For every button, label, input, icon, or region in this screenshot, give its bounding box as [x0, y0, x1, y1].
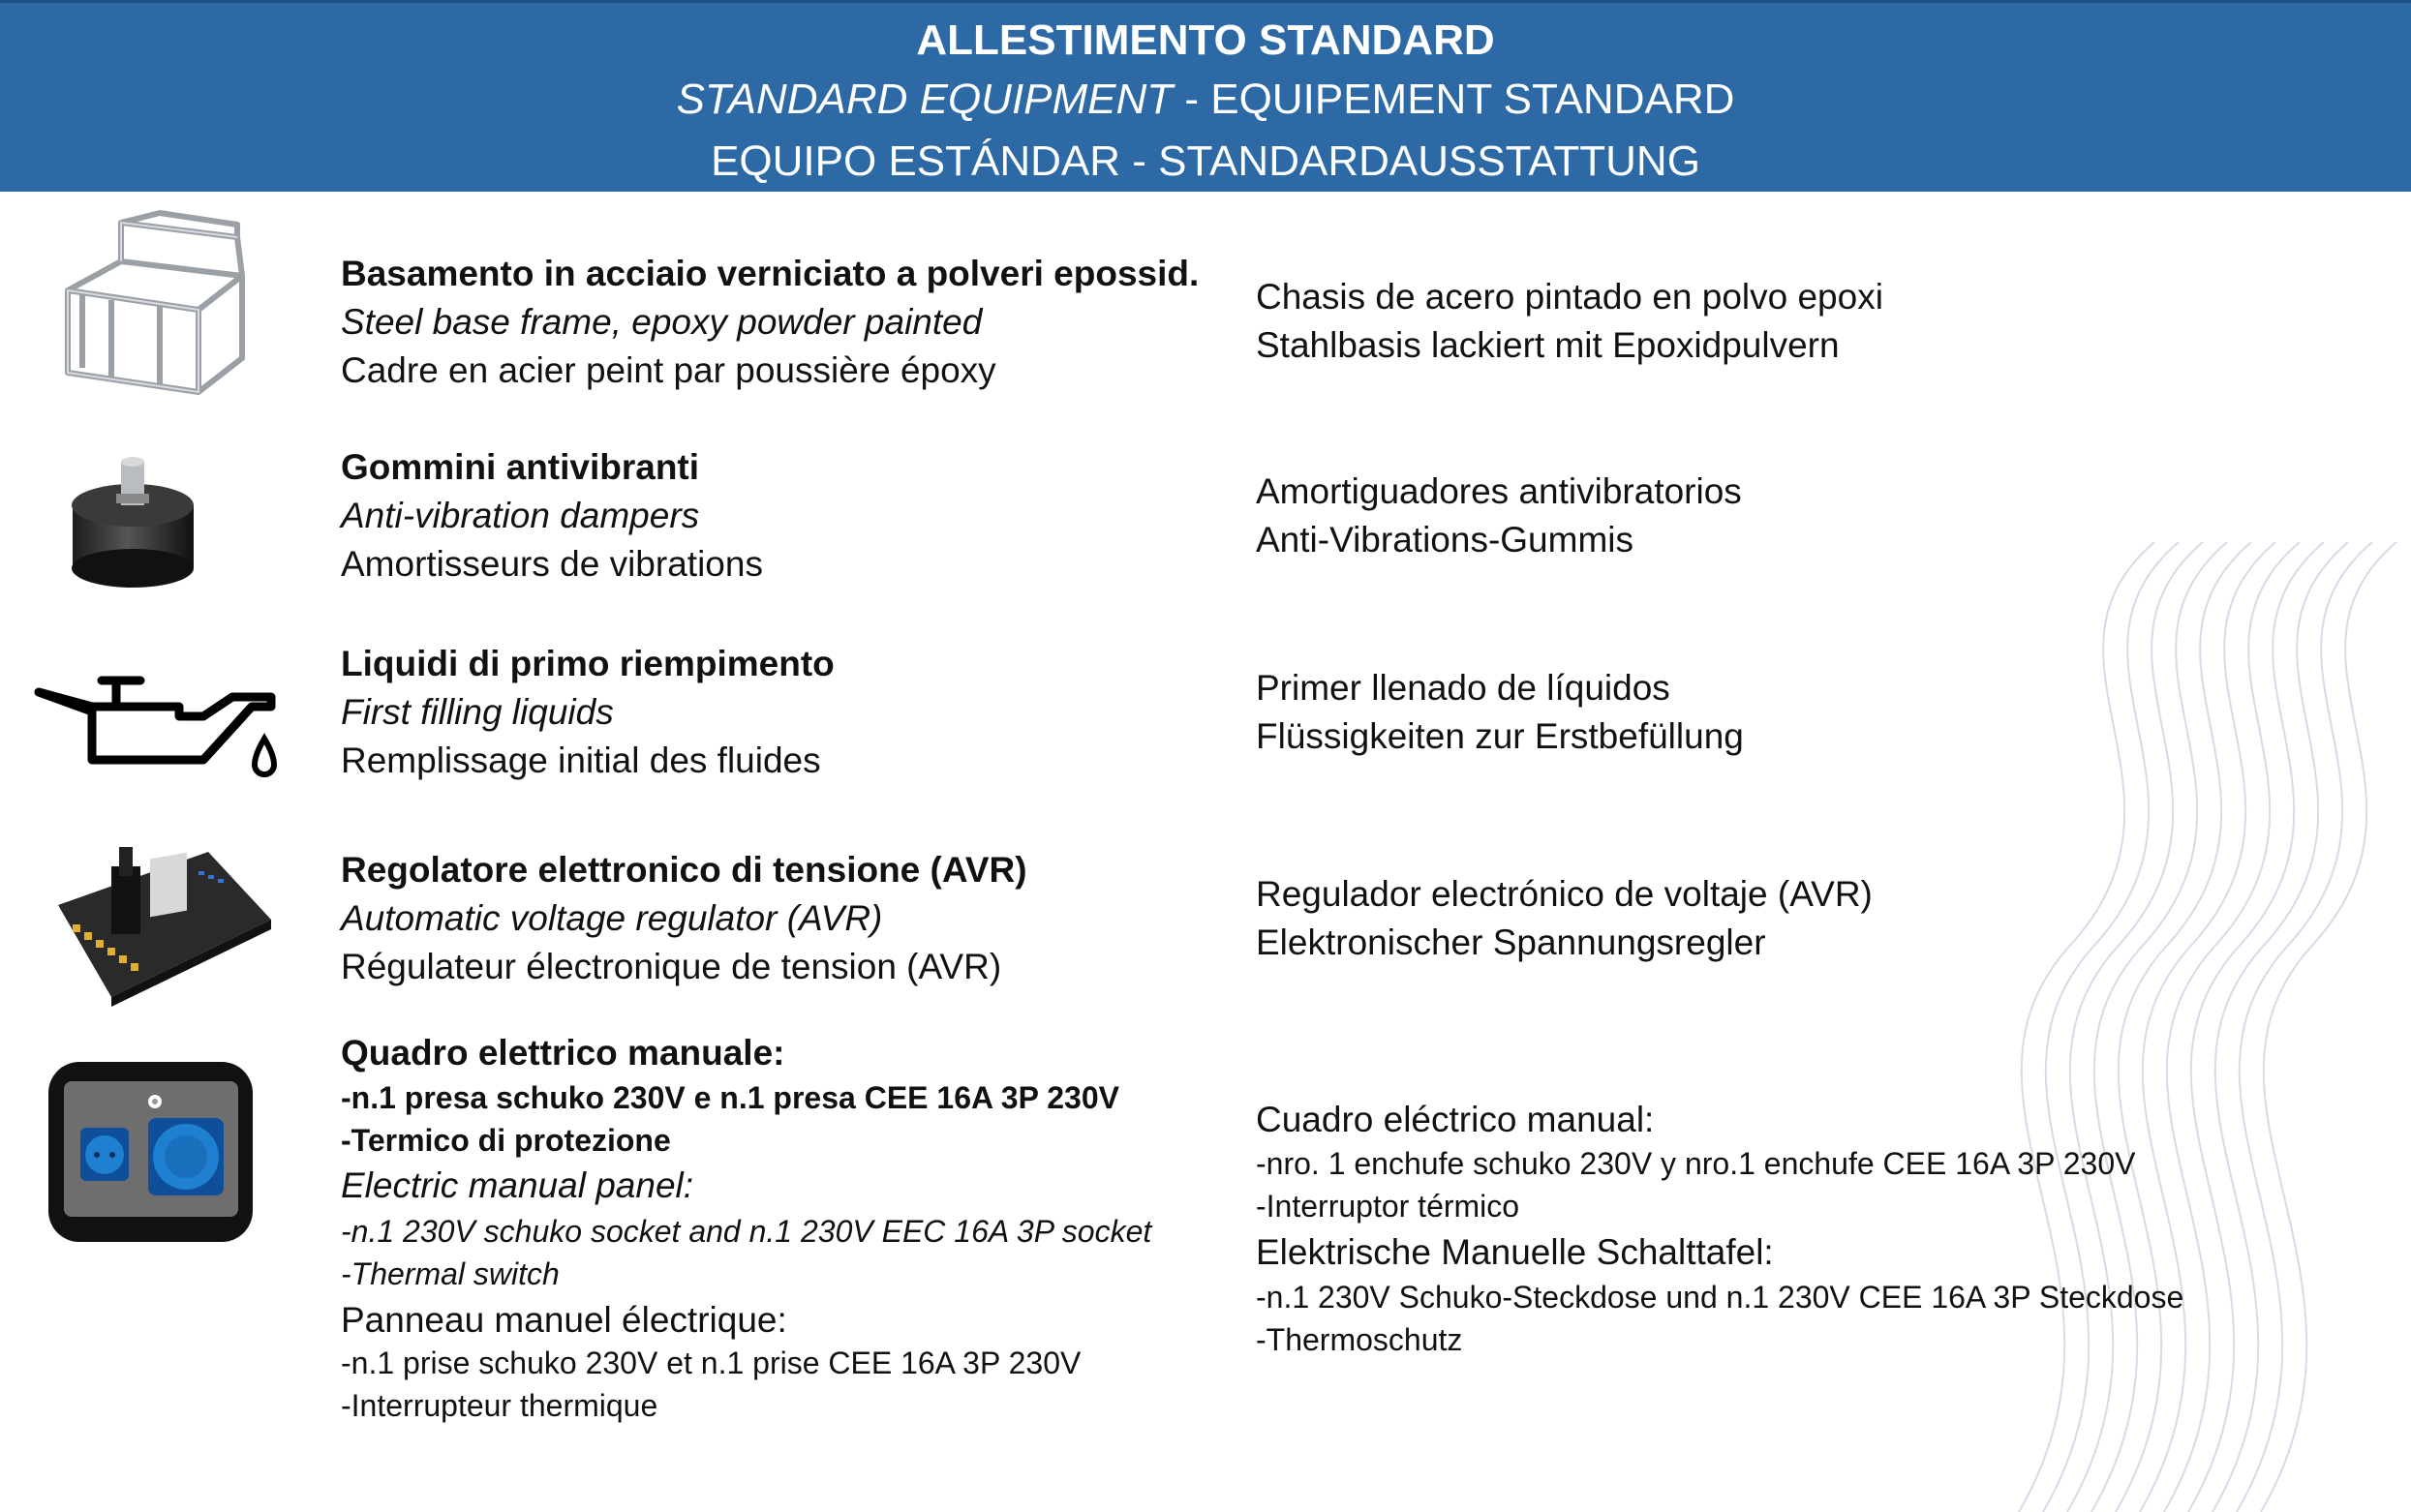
item2-fr: Amortisseurs de vibrations: [341, 544, 763, 584]
title-english: STANDARD EQUIPMENT: [676, 76, 1174, 123]
item5-fr: Panneau manuel électrique:: [341, 1300, 787, 1340]
item4-en: Automatic voltage regulator (AVR): [341, 898, 883, 938]
item5-es-detail2: -Interruptor térmico: [1256, 1189, 1520, 1224]
decorative-waves: [1733, 542, 2411, 1512]
header-banner: [0, 0, 2411, 192]
item5-es-detail1: -nro. 1 enchufe schuko 230V y nro.1 enchufe CEE 16A 3P 230V: [1256, 1146, 2136, 1181]
item1-en: Steel base frame, epoxy powder painted: [341, 302, 983, 342]
item5-de-detail2: -Thermoschutz: [1256, 1322, 1463, 1357]
item1-fr: Cadre en acier peint par poussière époxy: [341, 350, 996, 390]
item5-fr-detail1: -n.1 prise schuko 230V et n.1 prise CEE 16A 3P 230V: [341, 1346, 1082, 1380]
item5-it-detail2: -Termico di protezione: [341, 1123, 671, 1158]
damper-icon: [63, 438, 208, 592]
item2-en: Anti-vibration dampers: [341, 496, 700, 535]
item1-it: Basamento in acciaio verniciato a polveri epossid.: [341, 254, 1200, 293]
item2-es: Amortiguadores antivibratorios: [1256, 471, 1742, 511]
item2-it: Gommini antivibranti: [341, 447, 700, 487]
title-french: - EQUIPEMENT STANDARD: [1173, 76, 1735, 123]
item4-es: Regulador electrónico de voltaje (AVR): [1256, 874, 1873, 914]
item5-fr-detail2: -Interrupteur thermique: [341, 1388, 658, 1423]
oil-can-icon: [34, 653, 286, 789]
item5-it: Quadro elettrico manuale:: [341, 1033, 785, 1073]
item5-de-detail1: -n.1 230V Schuko-Steckdose und n.1 230V CEE 16A 3P Steckdose: [1256, 1280, 2184, 1315]
item3-fr: Remplissage initial des fluides: [341, 741, 821, 780]
item4-de: Elektronischer Spannungsregler: [1256, 922, 1766, 962]
item4-it: Regolatore elettronico di tensione (AVR): [341, 850, 1027, 890]
item5-en-detail1: -n.1 230V schuko socket and n.1 230V EEC 16A 3P socket: [341, 1214, 1152, 1249]
item2-de: Anti-Vibrations-Gummis: [1256, 520, 1633, 559]
item5-es: Cuadro eléctrico manual:: [1256, 1100, 1655, 1139]
frame-icon: [53, 203, 247, 397]
item3-it: Liquidi di primo riempimento: [341, 644, 835, 683]
item3-en: First filling liquids: [341, 692, 614, 732]
title-italian: ALLESTIMENTO STANDARD: [916, 16, 1495, 64]
title-english-french: [0, 74, 2411, 126]
item1-es: Chasis de acero pintado en polvo epoxi: [1256, 277, 1883, 317]
item5-it-detail1: -n.1 presa schuko 230V e n.1 presa CEE 16A 3P 230V: [341, 1080, 1119, 1115]
item3-es: Primer llenado de líquidos: [1256, 668, 1670, 708]
avr-board-icon: [53, 832, 276, 1007]
socket-panel-icon: [46, 1060, 255, 1244]
item5-en: Electric manual panel:: [341, 1165, 694, 1205]
item3-de: Flüssigkeiten zur Erstbefüllung: [1256, 716, 1744, 756]
item1-de: Stahlbasis lackiert mit Epoxidpulvern: [1256, 325, 1840, 365]
item5-de: Elektrische Manuelle Schalttafel:: [1256, 1232, 1774, 1272]
item5-en-detail2: -Thermal switch: [341, 1256, 560, 1291]
title-spanish-german: EQUIPO ESTÁNDAR - STANDARDAUSSTATTUNG: [711, 137, 1700, 185]
item4-fr: Régulateur électronique de tension (AVR): [341, 947, 1002, 986]
